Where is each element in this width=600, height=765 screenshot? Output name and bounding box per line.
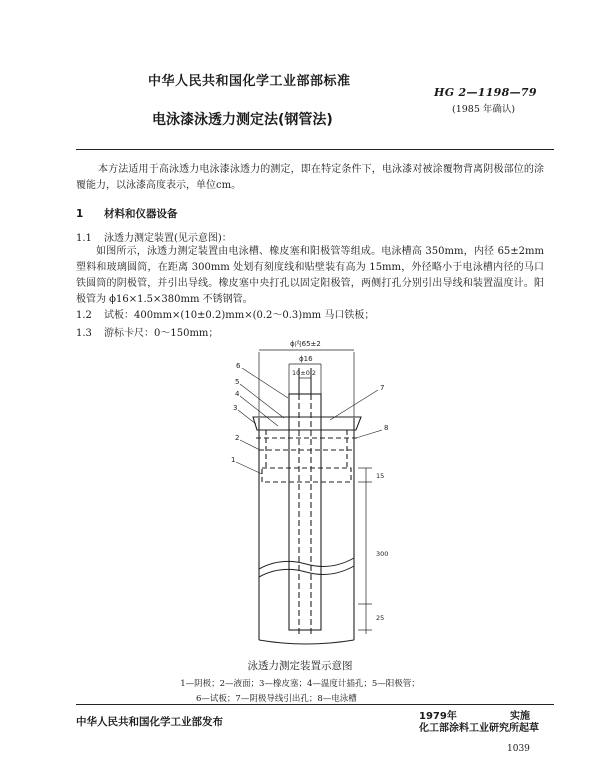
header-divider [76,149,554,150]
section-1-3-text: 游标卡尺：0～150mm； [104,328,219,339]
implementation-label: 实施 [510,711,530,722]
dim-plate-width: 10±0.2 [292,369,317,377]
figure-legend-line-1: 1—阴极；2—液面；3—橡皮塞；4—温度计插孔；5—阳极管； [180,679,420,689]
section-1-1-heading [76,229,232,244]
dim-bottom-gap: 25 [376,614,385,622]
footer-divider [76,704,554,705]
confirmation-year: (1985 年确认) [452,104,516,115]
anode-pipe [289,394,321,630]
callout-8: 8 [384,424,389,432]
cathode-ring [262,468,351,482]
dim-scale-height: 300 [376,550,389,558]
dim-cathode-height: 15 [376,472,385,480]
break-line-lower [259,566,354,577]
section-1-3-item [76,324,218,339]
publisher: 中华人民共和国化学工业部发布 [76,716,223,728]
standard-code: HG 2—1198—79 [434,86,537,99]
callout-2: 2 [235,434,240,442]
issuing-authority-title: 中华人民共和国化学工业部部标准 [148,74,351,89]
callout-7: 7 [380,384,385,392]
callout-5: 5 [235,378,240,386]
drafting-organization: 化工部涂料工业研究所起草 [419,723,539,734]
apparatus-diagram [226,334,406,650]
break-line-upper [259,558,354,569]
section-1-3-number: 1.3 [76,328,92,339]
cell-bottom [259,640,354,644]
figure-caption: 泳透力测定装置示意图 [247,660,353,672]
section-1-2-item [76,306,374,321]
page-number: 1039 [507,744,530,754]
implementation-year: 1979年 [419,711,457,722]
figure-legend-line-2: 6—试板；7—阴极导线引出孔；8—电泳槽 [196,694,357,704]
section-1-heading [76,206,178,221]
section-1-title: 材料和仪器设备 [104,208,178,220]
callout-3: 3 [233,404,238,412]
dim-cell-inner-diameter: ϕ内65±2 [290,340,321,348]
section-1-1-title: 泳透力测定装置(见示意图)： [104,233,232,244]
callout-6: 6 [236,362,241,370]
intro-paragraph: 本方法适用于高泳透力电泳漆泳透力的测定，即在特定条件下，电泳漆对被涂覆物背离阴极部位的涂覆能力，以泳漆高度表示，单位cm。 [76,164,544,191]
section-1-1-number: 1.1 [76,233,92,244]
callout-4: 4 [235,390,240,398]
dim-anode-diameter: ϕ16 [299,355,313,363]
document-title: 电泳漆泳透力测定法(钢管法) [152,112,333,128]
callout-1: 1 [231,456,236,464]
section-1-1-text: 如图所示，泳透力测定装置由电泳槽、橡皮塞和阳极管等组成。电泳槽高 350mm，内径 65±2mm 塑料和玻璃圆筒，在距离 300mm 处划有刻度线和贴壁装有高为 15mm，外径略小于电泳槽内径的马口铁圆筒的阴极管，并引出导线。橡皮塞中央打孔以固定阳极管，两侧打孔分别引出导线和装置温度计。阳极管为 ϕ16×1.5×380mm 不锈钢管。 [76,246,544,305]
section-1-2-text: 试板：400mm×(10±0.2)mm×(0.2～0.3)mm 马口铁板； [104,310,375,321]
section-1-2-number: 1.2 [76,310,92,321]
section-1-number: 1 [76,208,84,220]
